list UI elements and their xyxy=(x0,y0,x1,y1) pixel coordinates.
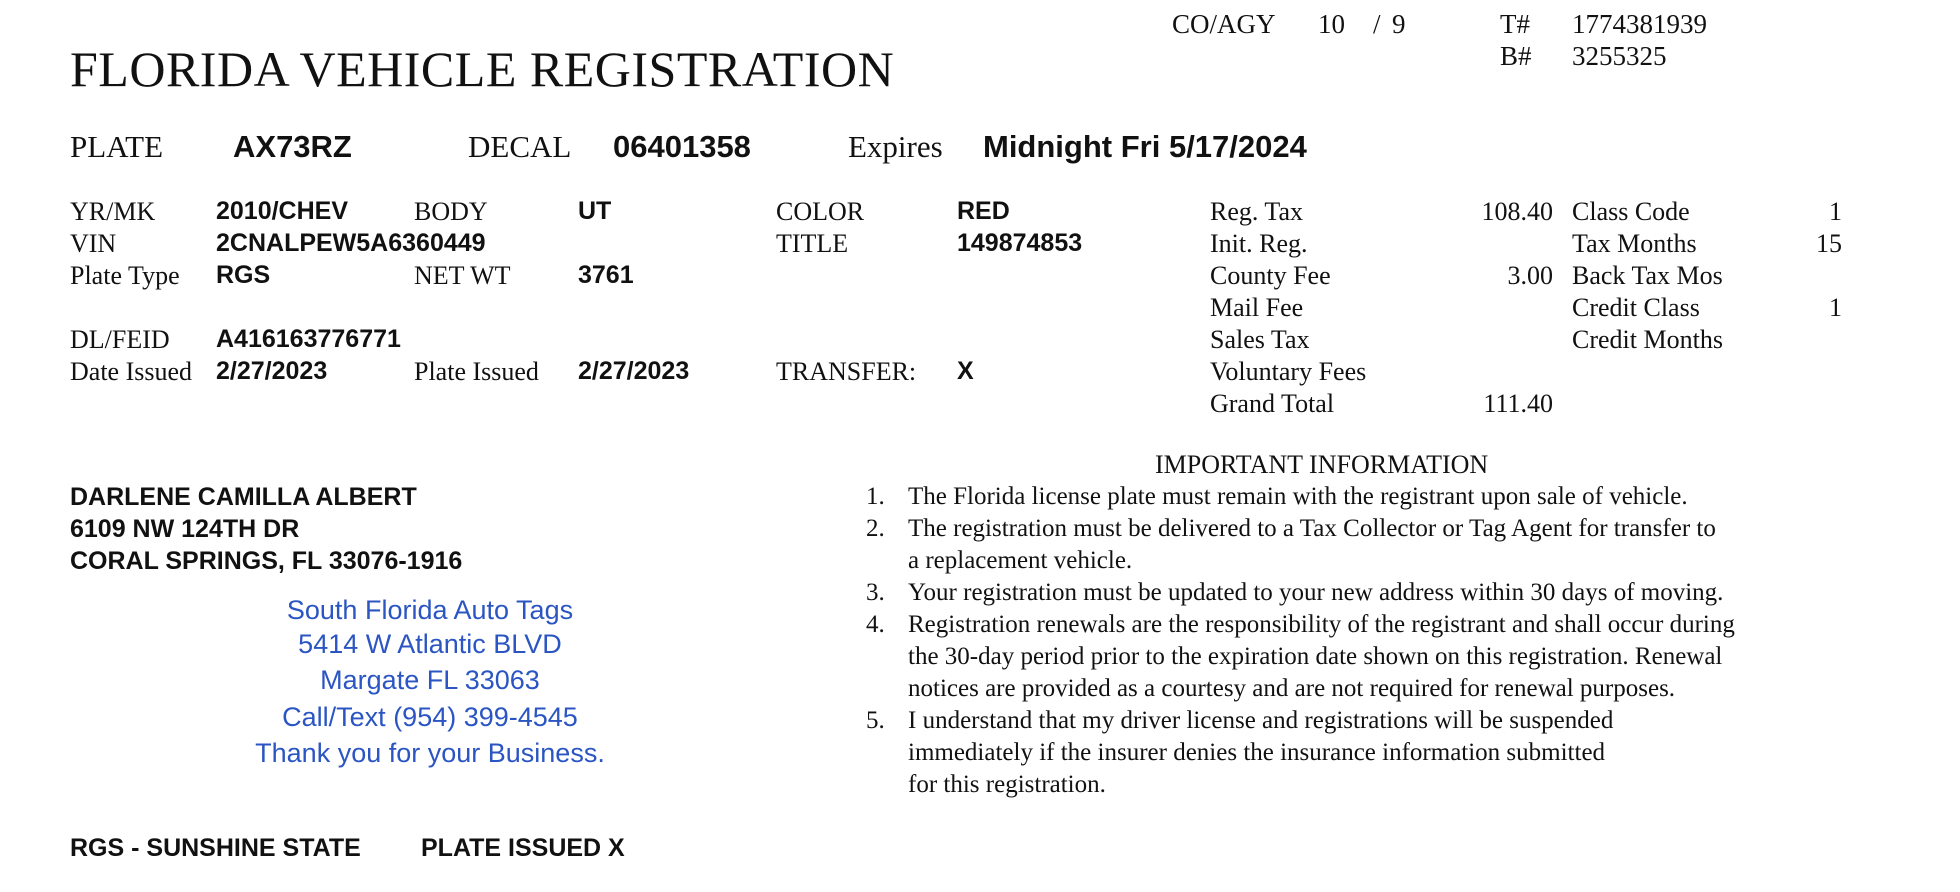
info-item-line: The registration must be delivered to a Tax Collector or Tag Agent for transfer to xyxy=(908,515,1716,542)
title-label: TITLE xyxy=(776,229,849,258)
date-issued-label: Date Issued xyxy=(70,357,193,386)
class-info-label: Class Code xyxy=(1572,197,1690,226)
body-value: UT xyxy=(578,197,612,225)
grand-total-value: 111.40 xyxy=(1483,389,1553,418)
important-info-heading: IMPORTANT INFORMATION xyxy=(1155,450,1489,479)
info-item-line: The Florida license plate must remain with the registrant upon sale of vehicle. xyxy=(908,483,1688,510)
info-item-number: 3. xyxy=(866,579,885,606)
yrmk-value: 2010/CHEV xyxy=(216,197,349,225)
owner-name: DARLENE CAMILLA ALBERT xyxy=(70,483,417,511)
plate-label: PLATE xyxy=(70,129,163,164)
transfer-label: TRANSFER: xyxy=(776,357,917,386)
stamp-phone: Call/Text (954) 399-4545 xyxy=(282,702,578,732)
info-item-line: Registration renewals are the responsibility of the registrant and shall occur during xyxy=(908,611,1735,638)
expires-label: Expires xyxy=(848,129,943,164)
info-item-number: 5. xyxy=(866,707,885,734)
info-item-line: I understand that my driver license and registrations will be suspended xyxy=(908,707,1614,734)
vin-value: 2CNALPEW5A6360449 xyxy=(216,229,486,257)
b-number-label: B# xyxy=(1500,41,1532,71)
class-info-label: Back Tax Mos xyxy=(1572,261,1723,290)
co-agy-value-county: 10 xyxy=(1318,9,1345,39)
net-wt-label: NET WT xyxy=(414,261,511,290)
b-number-value: 3255325 xyxy=(1572,41,1667,71)
class-info-label: Credit Class xyxy=(1572,293,1700,322)
fee-label: County Fee xyxy=(1210,261,1331,290)
fee-label: Voluntary Fees xyxy=(1210,357,1367,386)
grand-total-label: Grand Total xyxy=(1210,389,1335,418)
vin-label: VIN xyxy=(70,229,117,258)
t-number-label: T# xyxy=(1500,9,1530,39)
footer-plate-name: RGS - SUNSHINE STATE xyxy=(70,834,361,862)
class-info-label: Credit Months xyxy=(1572,325,1723,354)
co-agy-value-agency: 9 xyxy=(1392,9,1406,39)
decal-value: 06401358 xyxy=(613,129,751,164)
owner-street: 6109 NW 124TH DR xyxy=(70,515,300,543)
fee-label: Init. Reg. xyxy=(1210,229,1308,258)
info-item-line: the 30-day period prior to the expiration date shown on this registration. Renewal xyxy=(908,643,1723,670)
co-agy-separator: / xyxy=(1373,9,1381,39)
stamp-agency-name: South Florida Auto Tags xyxy=(286,595,574,625)
stamp-thanks: Thank you for your Business. xyxy=(255,738,605,768)
document-title: FLORIDA VEHICLE REGISTRATION xyxy=(70,41,895,97)
info-item-line: Your registration must be updated to your new address within 30 days of moving. xyxy=(908,579,1724,606)
yrmk-label: YR/MK xyxy=(70,197,156,226)
dl-feid-label: DL/FEID xyxy=(70,325,170,354)
decal-label: DECAL xyxy=(468,129,572,164)
fee-value: 108.40 xyxy=(1481,197,1553,226)
plate-issued-label: Plate Issued xyxy=(414,357,539,386)
dl-feid-value: A416163776771 xyxy=(216,325,401,353)
info-item-number: 2. xyxy=(866,515,885,542)
info-item-line: notices are provided as a courtesy and are not required for renewal purposes. xyxy=(908,675,1676,702)
date-issued-value: 2/27/2023 xyxy=(216,357,328,385)
color-label: COLOR xyxy=(776,197,865,226)
info-item-number: 4. xyxy=(866,611,885,638)
class-info-value: 1 xyxy=(1829,293,1842,322)
plate-value: AX73RZ xyxy=(233,129,352,164)
body-label: BODY xyxy=(414,197,488,226)
fee-label: Sales Tax xyxy=(1210,325,1310,354)
class-info-value: 15 xyxy=(1816,229,1842,258)
class-info-label: Tax Months xyxy=(1572,229,1697,258)
stamp-address: 5414 W Atlantic BLVD xyxy=(298,629,562,659)
color-value: RED xyxy=(957,197,1010,225)
footer-plate-issued: PLATE ISSUED X xyxy=(421,834,625,862)
fee-label: Reg. Tax xyxy=(1210,197,1304,226)
plate-type-value: RGS xyxy=(216,261,271,289)
co-agy-label: CO/AGY xyxy=(1172,9,1276,39)
info-item-number: 1. xyxy=(866,483,885,510)
t-number-value: 1774381939 xyxy=(1572,9,1707,39)
title-value: 149874853 xyxy=(957,229,1083,257)
fee-value: 3.00 xyxy=(1507,261,1553,290)
net-wt-value: 3761 xyxy=(578,261,634,289)
transfer-value: X xyxy=(957,357,974,385)
info-item-line: immediately if the insurer denies the insurance information submitted xyxy=(908,739,1606,766)
info-item-line: a replacement vehicle. xyxy=(908,547,1133,574)
expires-value: Midnight Fri 5/17/2024 xyxy=(983,129,1307,164)
stamp-city: Margate FL 33063 xyxy=(320,665,540,695)
fee-label: Mail Fee xyxy=(1210,293,1304,322)
class-info-value: 1 xyxy=(1829,197,1842,226)
plate-type-label: Plate Type xyxy=(70,261,180,290)
owner-city: CORAL SPRINGS, FL 33076-1916 xyxy=(70,547,463,575)
plate-issued-value: 2/27/2023 xyxy=(578,357,690,385)
info-item-line: for this registration. xyxy=(908,771,1106,798)
